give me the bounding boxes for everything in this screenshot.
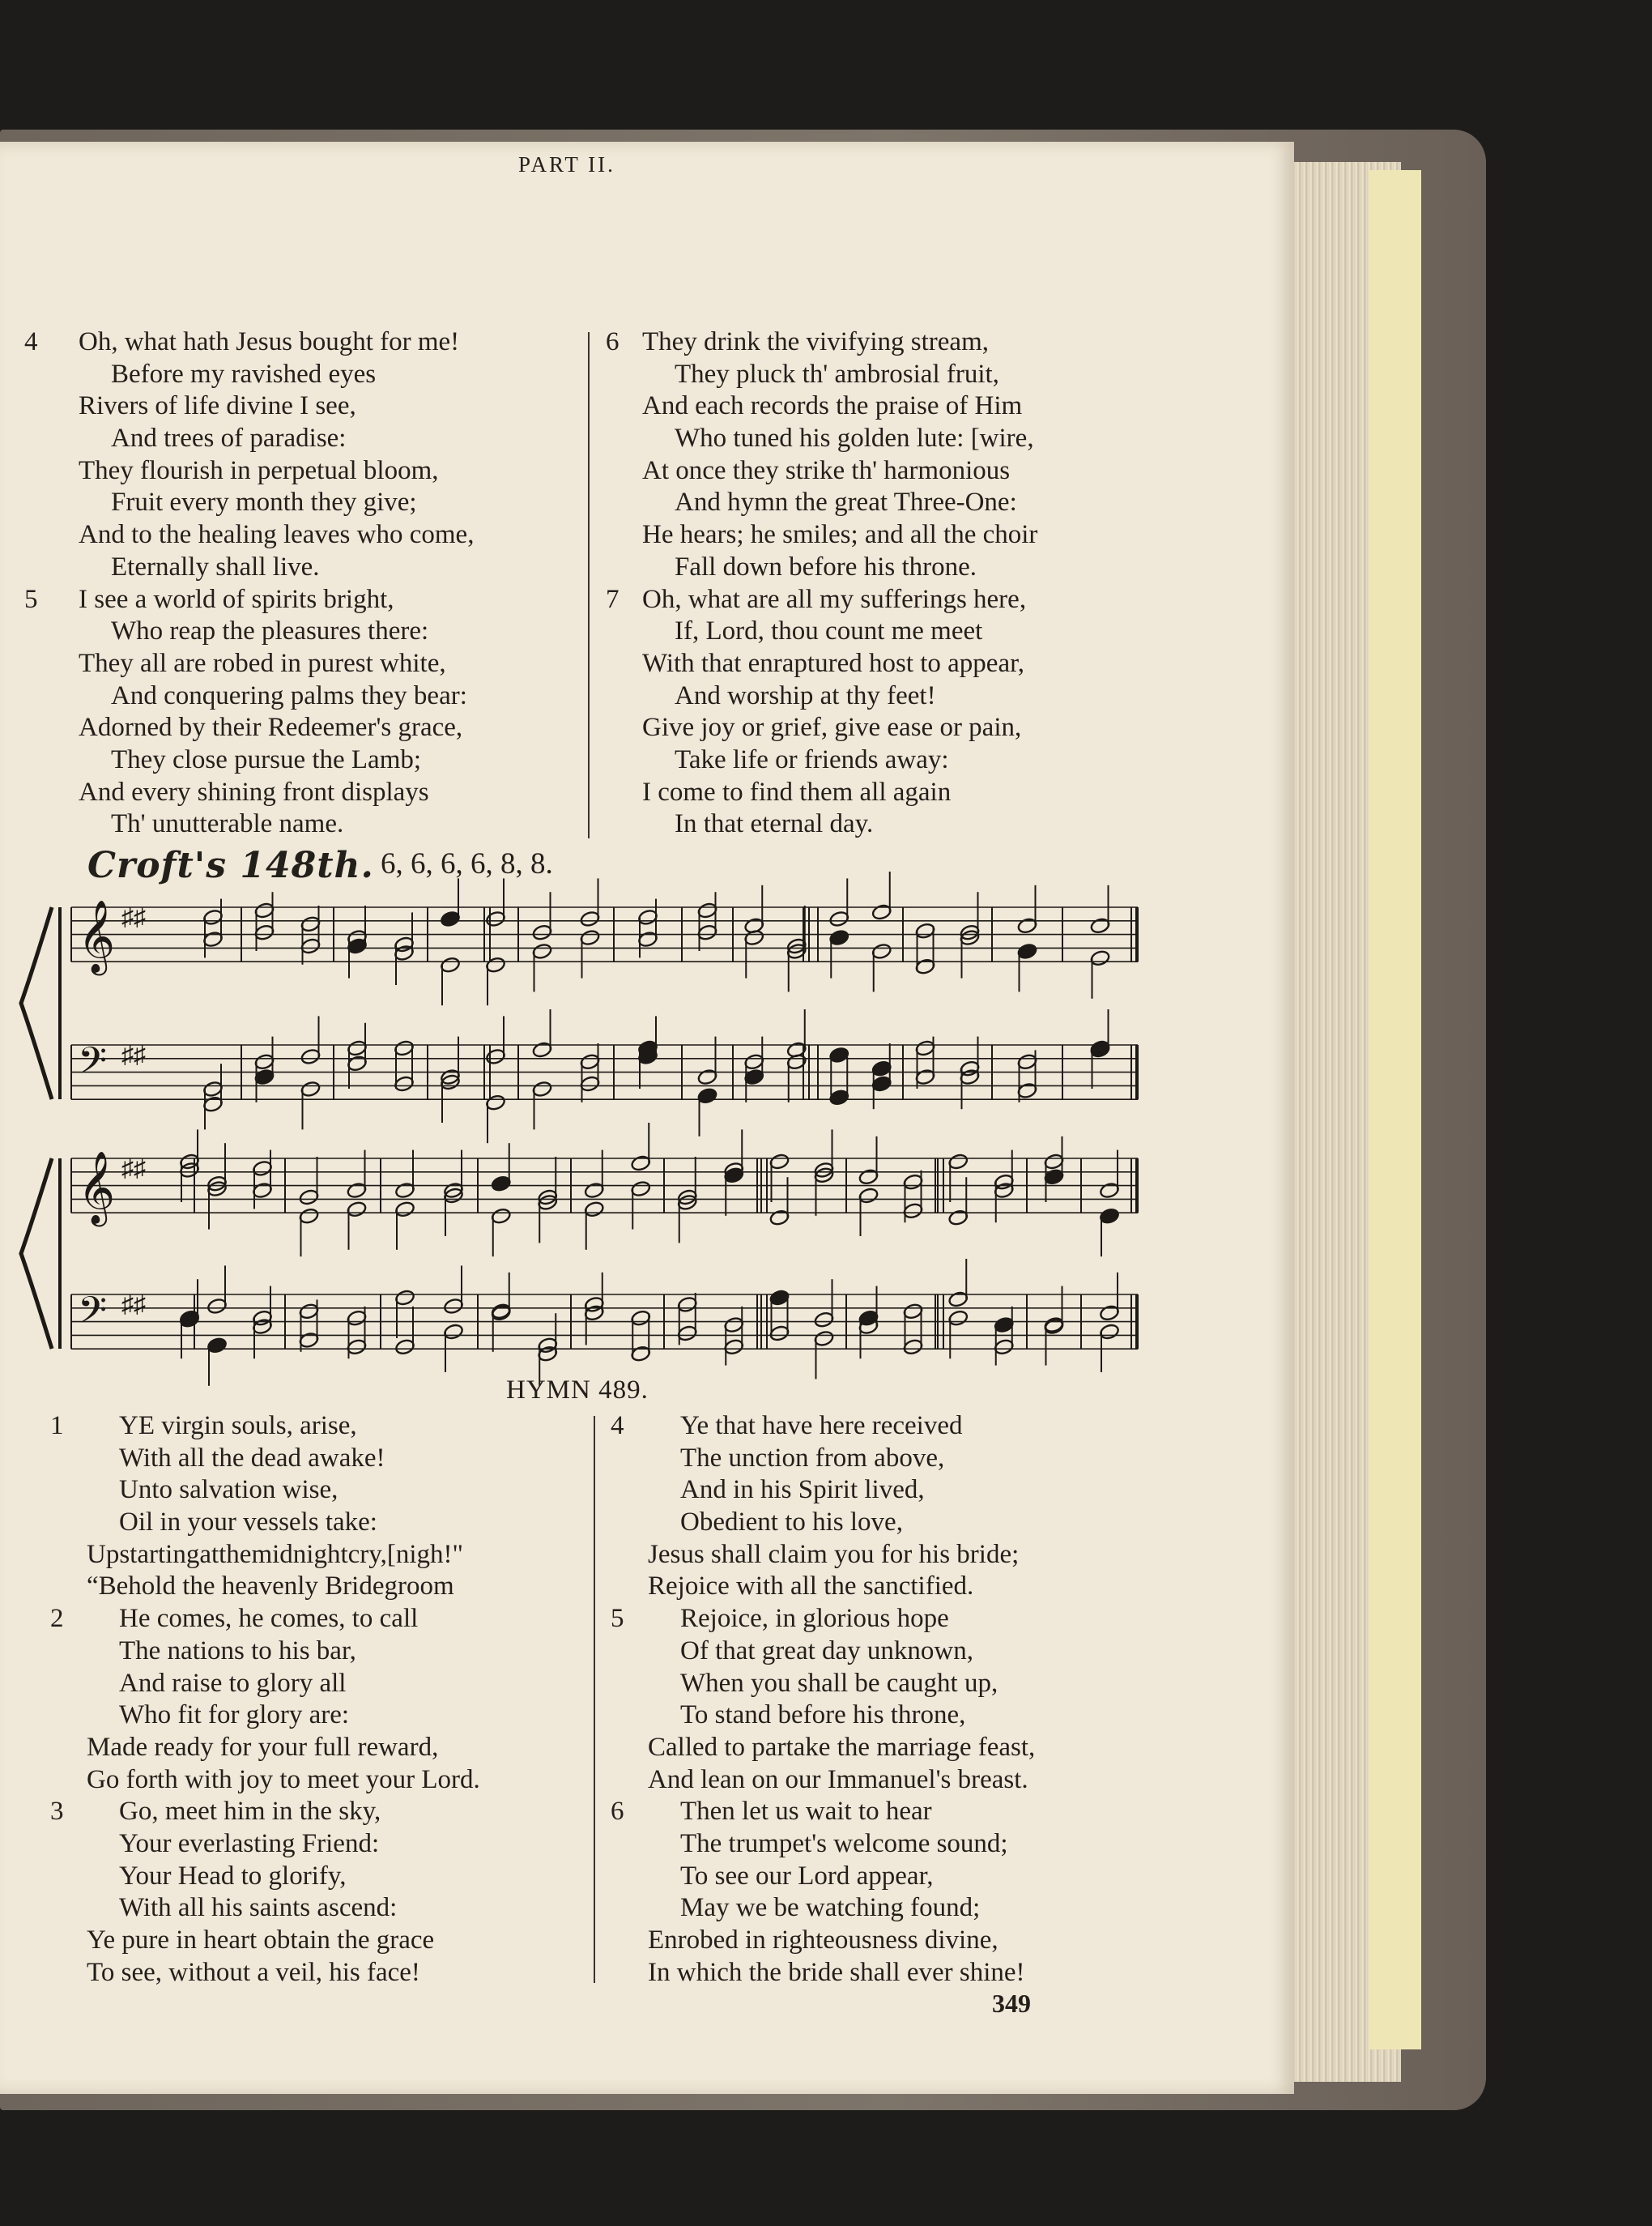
svg-text:𝄢: 𝄢 (78, 1039, 108, 1092)
verse-line (50, 1861, 601, 1893)
verse-text: To see, without a veil, his face! (87, 1957, 420, 1987)
verse-text: And lean on our Immanuel's breast. (648, 1764, 1028, 1794)
verse-text: At once they strike th' harmonious (642, 455, 1011, 485)
verse-line (611, 1796, 1194, 1828)
hymn-title: HYMN 489. (506, 1375, 649, 1405)
verse-text: Your everlasting Friend: (119, 1828, 380, 1858)
verse-text: Eternally shall live. (111, 552, 320, 582)
stanza-number: 5 (24, 584, 38, 614)
verse-text: Fall down before his throne. (675, 552, 977, 582)
svg-text:𝄞: 𝄞 (78, 900, 116, 973)
verse-text: They drink the vivifying stream, (642, 327, 989, 356)
verse-line (50, 1571, 601, 1603)
verse-text: Your Head to glorify, (119, 1861, 347, 1891)
verse-text: And trees of paradise: (111, 424, 347, 454)
verse-text: YE virgin souls, arise, (119, 1411, 357, 1440)
verse-text: Adorned by their Redeemer's grace, (79, 713, 463, 743)
verse-text: Who tuned his golden lute: [wire, (675, 424, 1034, 454)
verse-line (50, 1828, 601, 1861)
verse-line (50, 1410, 601, 1443)
verse-text: Who fit for glory are: (119, 1700, 350, 1730)
stanza-number: 4 (611, 1411, 624, 1440)
verse-text: Of that great day unknown, (680, 1635, 973, 1665)
verse-line (50, 1957, 601, 1989)
stanza-number: 6 (611, 1797, 624, 1827)
verse-line (50, 1474, 601, 1507)
verse-text: To stand before his throne, (680, 1700, 966, 1730)
verse-text: Ye pure in heart obtain the grace (87, 1925, 435, 1955)
verse-text: With all the dead awake! (119, 1443, 385, 1473)
verse-text: With that enraptured host to appear, (642, 648, 1025, 678)
verse-text: Then let us wait to hear (680, 1797, 932, 1827)
verse-line (611, 1603, 1194, 1635)
column-divider (594, 1416, 595, 1983)
verse-text: And every shining front displays (79, 777, 429, 807)
verse-text: When you shall be caught up, (680, 1668, 998, 1698)
verse-text: Called to partake the marriage feast, (648, 1732, 1036, 1762)
verse-text: They close pursue the Lamb; (111, 744, 422, 774)
verse-text: The unction from above, (680, 1443, 945, 1473)
verse-text: And in his Spirit lived, (680, 1475, 925, 1505)
verse-line (50, 1603, 601, 1635)
verse-line (611, 1732, 1194, 1764)
verse-line (611, 1410, 1194, 1443)
verse-line (50, 1925, 601, 1957)
verse-text: And conquering palms they bear: (111, 680, 467, 710)
verse-line (50, 1635, 601, 1668)
verse-line (50, 1539, 601, 1571)
verse-line (611, 1668, 1194, 1700)
verse-text: Oil in your vessels take: (119, 1507, 377, 1537)
verse-text: And raise to glory all (119, 1668, 347, 1698)
verse-text: If, Lord, thou count me meet (675, 616, 983, 646)
verse-text: May we be watching found; (680, 1893, 981, 1923)
stanza-number: 6 (606, 327, 620, 356)
verse-text: Who reap the pleasures there: (111, 616, 429, 646)
svg-text:♯♯: ♯♯ (121, 904, 146, 931)
verse-line (50, 1796, 601, 1828)
verse-line (611, 1571, 1194, 1603)
verse-text: Obedient to his love, (680, 1507, 903, 1537)
verse-line (611, 1925, 1194, 1957)
verse-text: With all his saints ascend: (119, 1893, 398, 1923)
verse-text: Oh, what are all my sufferings here, (642, 584, 1027, 614)
svg-text:𝄞: 𝄞 (78, 1151, 116, 1224)
stanza-number: 4 (24, 327, 38, 356)
stanza-number: 5 (611, 1604, 624, 1634)
svg-text:♯♯: ♯♯ (121, 1291, 146, 1318)
tune-name: Croft's 148th. (87, 845, 374, 886)
verse-line (611, 1699, 1194, 1732)
verse-text: And worship at thy feet! (675, 680, 936, 710)
verse-line (611, 1635, 1194, 1668)
verse-text: Rejoice with all the sanctified. (648, 1571, 974, 1601)
svg-text:♯♯: ♯♯ (121, 1155, 146, 1182)
hymn-right-column (611, 1410, 1194, 1989)
verse-text: The trumpet's welcome sound; (680, 1828, 1008, 1858)
verse-text: Th' unutterable name. (111, 809, 344, 839)
verse-line (50, 1699, 601, 1732)
verse-text: Enrobed in righteousness divine, (648, 1925, 998, 1955)
verse-text: And hymn the great Three-One: (675, 488, 1017, 518)
verse-text: Give joy or grief, give ease or pain, (642, 713, 1022, 743)
verse-text: Fruit every month they give; (111, 488, 417, 518)
verse-text: Made ready for your full reward, (87, 1732, 439, 1762)
svg-text:𝄢: 𝄢 (78, 1289, 108, 1341)
stanza-number: 2 (50, 1604, 64, 1634)
verse-line (611, 1539, 1194, 1571)
stanza-number: 3 (50, 1797, 64, 1827)
verse-text: I see a world of spirits bright, (79, 584, 394, 614)
verse-text: Go, meet him in the sky, (119, 1797, 381, 1827)
verse-text: To see our Lord appear, (680, 1861, 934, 1891)
hymn-left-column (50, 1410, 601, 1989)
verse-text: They flourish in perpetual bloom, (79, 455, 439, 485)
verse-text: Rejoice, in glorious hope (680, 1604, 949, 1634)
verse-line (611, 1507, 1194, 1539)
verse-text: Ye that have here received (680, 1411, 963, 1440)
verse-text: He comes, he comes, to call (119, 1604, 419, 1634)
verse-text: They all are robed in purest white, (79, 648, 446, 678)
verse-line (50, 1443, 601, 1475)
verse-line (50, 1668, 601, 1700)
verse-text: Oh, what hath Jesus bought for me! (79, 327, 460, 356)
verse-text: I come to find them all again (642, 777, 952, 807)
verse-text: The nations to his bar, (119, 1635, 356, 1665)
verse-text: And each records the praise of Him (642, 391, 1023, 421)
verse-text: Jesus shall claim you for his bride; (648, 1539, 1020, 1569)
stanza-number: 7 (606, 584, 620, 614)
verse-line (50, 1507, 601, 1539)
part-heading: PART II. (518, 152, 615, 177)
verse-text: Upstartingatthemidnightcry,[nigh!" (87, 1539, 463, 1569)
verse-line (611, 1474, 1194, 1507)
stanza-number: 1 (50, 1411, 64, 1440)
verse-text: “Behold the heavenly Bridegroom (87, 1571, 454, 1601)
verse-text: He hears; he smiles; and all the choir (642, 520, 1038, 550)
svg-text:♯♯: ♯♯ (121, 1042, 146, 1068)
verse-text: Before my ravished eyes (111, 359, 377, 389)
verse-line (611, 1957, 1194, 1989)
verse-line (50, 1732, 601, 1764)
verse-line (50, 1764, 601, 1797)
verse-text: In which the bride shall ever shine! (648, 1957, 1025, 1987)
verse-text: Unto salvation wise, (119, 1475, 338, 1505)
page-number: 349 (992, 1989, 1031, 2018)
verse-text: They pluck th' ambrosial fruit, (675, 359, 999, 389)
verse-line (611, 1892, 1194, 1925)
verse-line (611, 1861, 1194, 1893)
verse-line (611, 1443, 1194, 1475)
verse-line (611, 1764, 1194, 1797)
verse-text: And to the healing leaves who come, (79, 520, 475, 550)
verse-text: Go forth with joy to meet your Lord. (87, 1764, 480, 1794)
tune-meter: 6, 6, 6, 6, 8, 8. (381, 847, 553, 881)
verse-text: Rivers of life divine I see, (79, 391, 356, 421)
verse-line (50, 1892, 601, 1925)
verse-line (611, 1828, 1194, 1861)
verse-text: In that eternal day. (675, 809, 874, 839)
verse-text: Take life or friends away: (675, 744, 949, 774)
